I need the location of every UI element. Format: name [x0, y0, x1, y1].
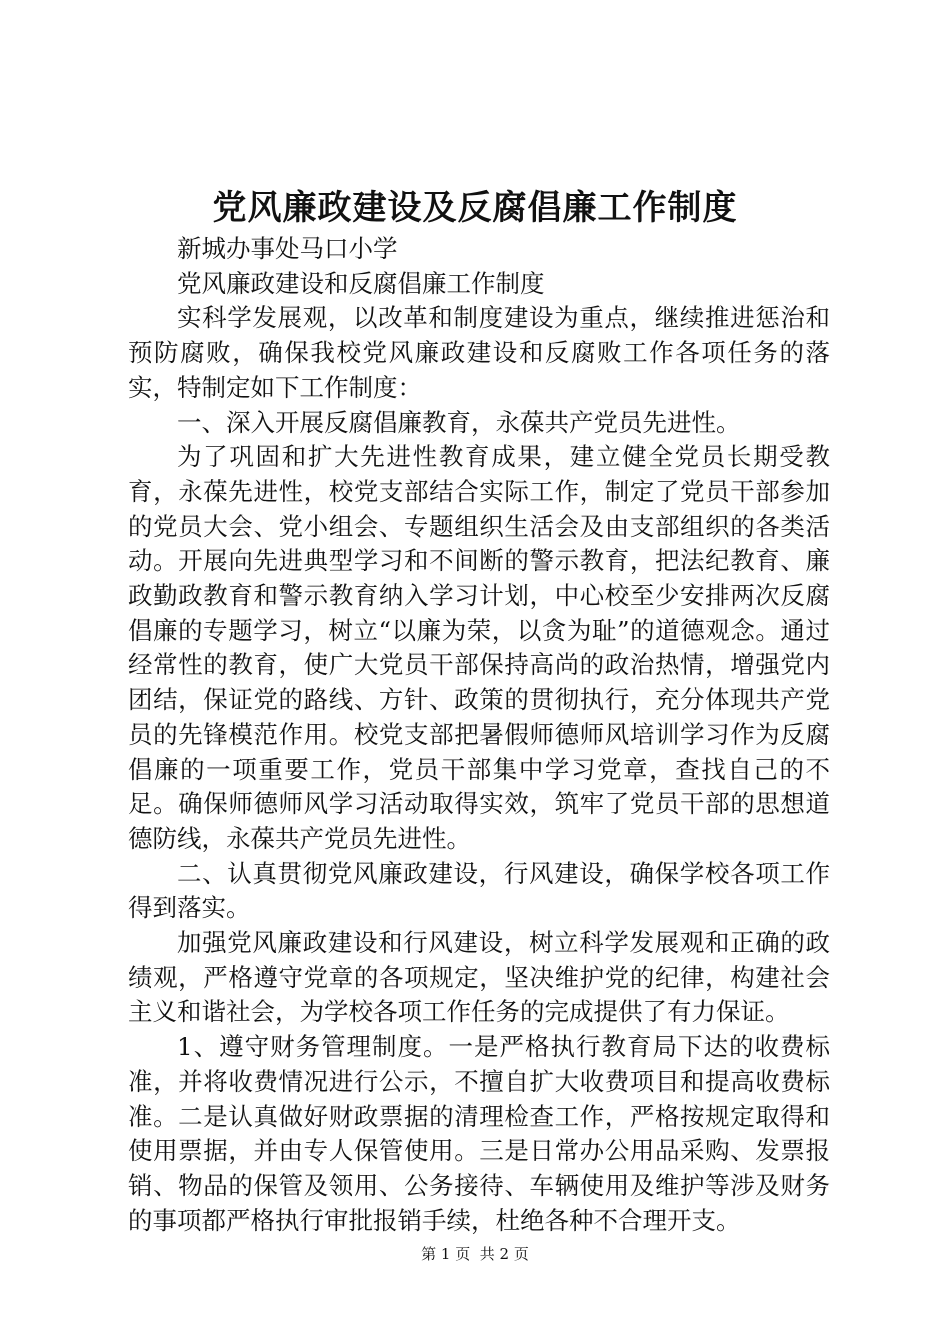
paragraph-section-2: 加强党风廉政建设和行风建设，树立科学发展观和正确的政绩观，严格遵守党章的各项规定，坚决维护党的纪律，构建社会主义和谐社会，为学校各项工作任务的完成提供了有力保证。 — [128, 928, 830, 1027]
document-title: 党风廉政建设及反腐倡廉工作制度 — [212, 188, 738, 228]
document-body — [128, 232, 830, 1238]
paragraph-finance-rules: 1、遵守财务管理制度。一是严格执行教育局下达的收费标准，并将收费情况进行公示，不擅自扩大收费项目和提高收费标准。二是认真做好财政票据的清理检查工作，严格按规定取得和使用票据，并由专人保管使用。三是日常办公用品采购、发票报销、物品的保管及领用、公务接待、车辆使用及维护等涉及财务的事项都严格执行审批报销手续，杜绝各种不合理开支。 — [128, 1032, 830, 1235]
paragraph-organization: 新城办事处马口小学 — [177, 234, 398, 263]
paragraph-section-1: 为了巩固和扩大先进性教育成果，建立健全党员长期受教育，永葆先进性，校党支部结合实际工作，制定了党员干部参加的党员大会、党小组会、专题组织生活会及由支部组织的各类活动。开展向先进典型学习和不间断的警示教育，把法纪教育、廉政勤政教育和警示教育纳入学习计划，中心校至少安排两次反腐倡廉的专题学习，树立“以廉为荣，以贪为耻”的道德观念。通过经常性的教育，使广大党员干部保持高尚的政治热情，增强党内团结，保证党的路线、方针、政策的贯彻执行，充分体现共产党员的先锋模范作用。校党支部把暑假师德师风培训学习作为反腐倡廉的一项重要工作，党员干部集中学习党章，查找自己的不足。确保师德师风学习活动取得实效，筑牢了党员干部的思想道德防线，永葆共产党员先进性。 — [128, 442, 830, 853]
paragraph-intro: 实科学发展观，以改革和制度建设为重点，继续推进惩治和预防腐败，确保我校党风廉政建设和反腐败工作各项任务的落实，特制定如下工作制度： — [128, 303, 830, 402]
section-heading-2: 二、认真贯彻党风廉政建设，行风建设，确保学校各项工作得到落实。 — [128, 858, 830, 923]
section-heading-1: 一、深入开展反腐倡廉教育，永葆共产党员先进性。 — [177, 407, 741, 437]
page-footer: 第 1 页 共 2 页 — [421, 1245, 529, 1263]
paragraph-subtitle: 党风廉政建设和反腐倡廉工作制度 — [177, 268, 545, 298]
